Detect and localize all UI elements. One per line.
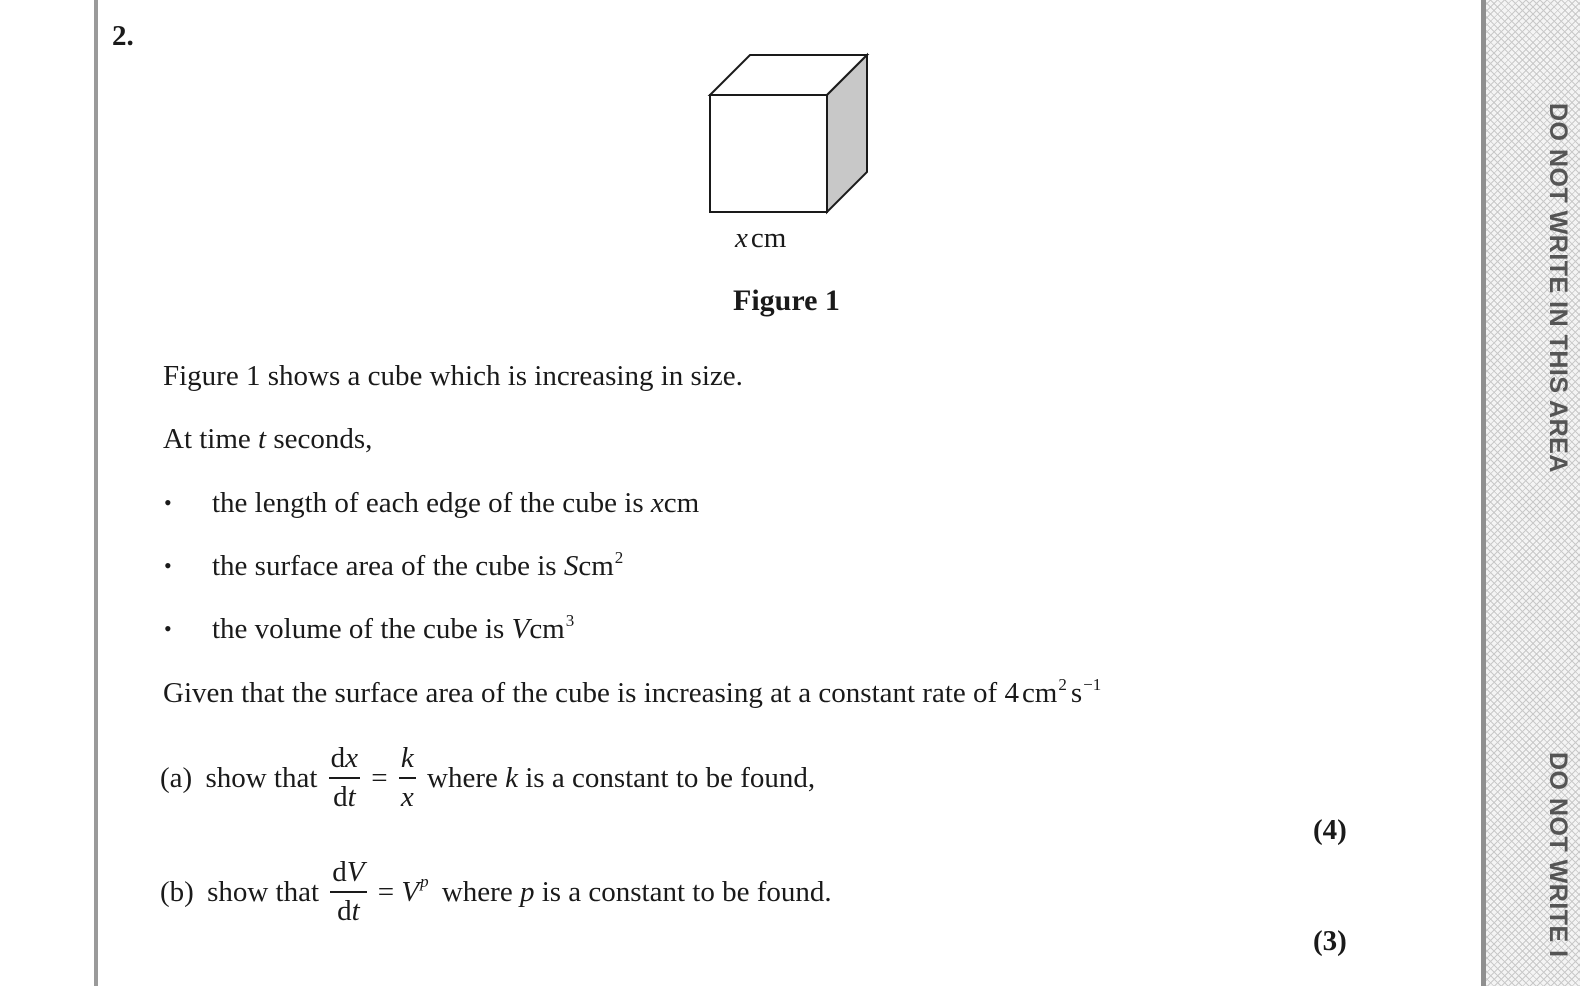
part-b: (b) show that $\frac{dV}{dt}$ = $V^p$ where p is a constant to be found. <box>160 856 832 928</box>
bullet-dot: • <box>164 616 172 641</box>
marks-part-a: (4) <box>1313 814 1347 846</box>
cube-front-face <box>710 95 827 212</box>
given-statement: Given that the surface area of the cube is increasing at a constant rate of 4 $cm^2$ $s^{-1}$ <box>163 675 1102 709</box>
figure-caption: Figure 1 <box>733 284 840 317</box>
margin-warning-lower: DO NOT WRITE I <box>1544 752 1572 958</box>
fraction-dx-dt: $\frac{dx}{dt}$ <box>330 742 359 814</box>
marks-part-b: (3) <box>1313 925 1347 957</box>
cube-figure <box>700 45 880 225</box>
bullet-item: the volume of the cube is Vcm$^3$ <box>212 611 575 645</box>
fraction-dV-dt: $\frac{dV}{dt}$ <box>332 856 365 928</box>
bullet-item: the length of each edge of the cube is xcm <box>212 487 700 519</box>
intro-text: Figure 1 shows a cube which is increasing in size. <box>163 360 743 392</box>
edge-length-label: x cm <box>735 222 787 254</box>
fraction-k-over-x: $\frac{k}{x}$ <box>400 742 414 814</box>
part-a: (a) show that $\frac{dx}{dt}$ = $\frac{k}{x}$ where k is a constant to be found, <box>160 742 816 814</box>
bullet-dot: • <box>164 490 172 515</box>
question-number: 2. <box>112 20 134 52</box>
bullet-item: the surface area of the cube is Scm$^2$ <box>212 548 624 582</box>
bullet-dot: • <box>164 553 172 578</box>
time-statement: At time t seconds, <box>163 423 373 455</box>
margin-warning-upper: DO NOT WRITE IN THIS AREA <box>1544 103 1572 473</box>
left-border-line <box>94 0 98 986</box>
